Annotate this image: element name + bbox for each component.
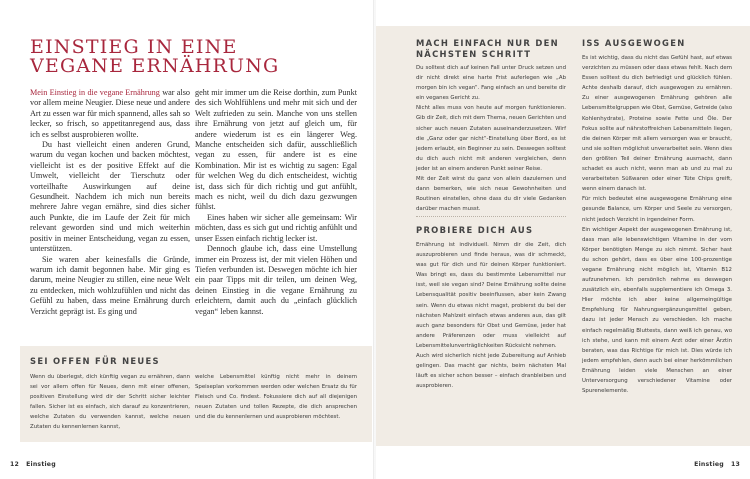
intro-paragraph-5: Eines haben wir sicher alle gemeinsam: Wir möchten, dass es sich gut und richtig anfühlt und unser Essen einfach richtig lecker ist. <box>195 212 357 243</box>
intro-paragraph-1-text: war also vor allem meine Neugier. Diese neue und andere Art zu essen war für mich spannend, alles sah so lecker, so frisch, so appetitanregend aus, dass ich es selbst ausprobieren wollte. <box>30 88 190 139</box>
page-title-line-1: EINSTIEG IN EINE <box>30 36 238 58</box>
balance-column <box>582 53 732 396</box>
step-paragraph-2: Nicht alles muss von heute auf morgen funktionieren. Gib dir Zeit, dich mit dem Thema, neuen Gerichten und sicher auch neuen Zutaten auseinanderzusetzen. Wirf die „Ganz oder gar nicht“-Einstellung über Bord, es ist jedem erlaubt, ein Beginner zu sein. Deswegen solltest du dich auch nicht mit anderen vergleichen, denn jeder ist an einem anderen Punkt seiner Reise. <box>416 105 567 172</box>
step-paragraph-1: Du solltest dich auf keinen Fall unter Druck setzen und dir nicht direkt eine harte Frist auferlegen wie „Ab morgen bin ich vegan“. Fang einfach an und bereite dir ein veganes Gericht zu. <box>416 65 566 102</box>
page-number-right: 13 <box>730 461 740 468</box>
tip-column-2 <box>195 372 357 422</box>
folio-left <box>10 461 56 468</box>
balance-paragraph-3: Ein wichtiger Aspekt der ausgewogenen Ernährung ist, dass man alle lebenswichtigen Vitamine in der vom Körper benötigten Menge zu sich nimmt. Sicher hast du schon gehört, dass es über eine 100-prozentige vegane Ernährung nicht möglich ist, Vitamin B12 aufzunehmen. Ich persönlich nehme es deswegen zusätzlich ein, ebenfalls supplementiere ich Omega 3. Hier möchte ich aber keine allgemeingültige Empfehlung für Nahrungsergänzungsmittel geben, dazu ist jeder Mensch zu verschieden. Ich mache einfach regelmäßig Bluttests, dann weiß ich genau, wo ich stehe, und kann mit einem Arzt oder einer Ärztin beraten, was das Richtige für mich ist. Dies würde ich jedem empfehlen, denn auch bei einer herkömmlichen Ernährung leiden viele Menschen an einer Unterversorgung verschiedener Vitamine oder Spurenelemente. <box>582 226 732 395</box>
try-paragraph-2: Auch wird sicherlich nicht jede Zubereitung auf Anhieb gelingen. Das macht gar nichts, beim nächsten Mal läuft es sicher schon besser – einfach dranbleiben und ausprobieren. <box>416 353 566 390</box>
intro-lead: Mein Einstieg in die vegane Ernährung <box>30 88 160 97</box>
intro-paragraph-6: Dennoch glaube ich, dass eine Umstellung immer ein Prozess ist, der mit vielen Höhen und Tiefen verbunden ist. Deswegen möchte ich hier ein paar Tipps mit dir teilen, um deinen Weg, deinen Einstieg in die vegane Ernährung zu erleichtern, damit auch du „einfach glücklich vegan“ leben kannst. <box>195 244 357 316</box>
page-title-line-2: VEGANE ERNÄHRUNG <box>30 55 280 77</box>
section-divider <box>416 216 566 217</box>
right-page <box>376 0 750 479</box>
tip-column-1 <box>30 372 190 433</box>
step-paragraph-3: Mit der Zeit wirst du ganz von allein dazulernen und dann bemerken, wie sich neue Gewohnheiten und Routinen einstellen, ohne dass du dir viele Gedanken darüber machen musst. <box>416 176 566 213</box>
try-paragraph-1: Ernährung ist individuell. Nimm dir die Zeit, dich auszuprobieren und finde heraus, was dir schmeckt, was gut für dich und für deinen Körper funktioniert. Was bringt es, dass du bestimmte Lebensmittel nur isst, weil sie vegan sind? Deine Ernährung sollte deine Lebensqualität positiv beeinflussen, aber kein Zwang sein. Wenn du etwas nicht magst, probierst du bei der nächsten Mahlzeit einfach etwas anderes aus, das gilt auch ganz besonders für Obst und Gemüse, jeder hat andere Präferenzen oder muss vielleicht auf Lebensmittelunverträglichkeiten Rücksicht nehmen. <box>416 242 566 349</box>
intro-paragraph-4: geht mir immer um die Reise dorthin, zum Punkt des sich Wohlfühlens und mehr mit sich und der Welt zufrieden zu sein. Manche von uns stellen ihre Ernährung von jetzt auf gleich um, für andere wiederum ist es ein längerer Weg. Manche entscheiden sich dafür, ausschließlich vegan zu essen, für andere ist es eine Kombination. Mir ist es wichtig zu sagen: Egal für welchen Weg du dich entscheidest, wichtig ist, dass sich für dich richtig und gut anfühlt, mach es nicht, weil du dich dazu gezwungen fühlst. <box>195 88 357 212</box>
step-heading: MACH EINFACH NUR DEN NÄCHSTEN SCHRITT <box>416 38 559 59</box>
step-column <box>416 63 566 214</box>
tip-heading-open: SEI OFFEN FÜR NEUES <box>30 356 160 366</box>
running-head-right: Einstieg <box>694 461 724 468</box>
folio-right <box>694 461 740 468</box>
intro-column-1 <box>30 88 190 317</box>
running-head-left: Einstieg <box>26 461 56 468</box>
balance-paragraph-1: Es ist wichtig, dass du nicht das Gefühl hast, auf etwas verzichten zu müssen oder dass etwas fehlt. Nach dem Essen solltest du dich befriedigt und glücklich fühlen. Achte deshalb darauf, dich ausgewogen zu ernähren. Zu einer ausgewogenen Ernährung gehören alle Lebensmittelgruppen wie Obst, Gemüse, Getreide (also Kohlenhydrate), Proteine sowie Fette und Öle. Der Fokus sollte auf nährstoffreichen Lebensmitteln liegen, die deinen Körper mit allem versorgen was er braucht, und sie sollten möglichst unverarbeitet sein. Wenn dies den größten Teil deiner Ernährung ausmacht, dann schadet es auch nicht, wenn man ab und zu mal zu verarbeiteten Süßwaren oder einer Tüte Chips greift, wenn einem danach ist. <box>582 55 732 193</box>
try-heading: PROBIERE DICH AUS <box>416 225 534 235</box>
tip-text-2: welche Lebensmittel künftig nicht mehr in deinem Speiseplan vorkommen werden oder welchen Ersatz du für Fleisch und Co. findest. Fokussiere dich auf all diejenigen neuen Zutaten und tollen Rezepte, die dich ansprechen und die du kennenlernen und ausprobieren möchtest. <box>195 374 357 421</box>
balance-heading: ISS AUSGEWOGEN <box>582 38 686 48</box>
intro-column-2 <box>195 88 357 317</box>
try-column <box>416 240 566 391</box>
left-page <box>0 0 374 479</box>
intro-paragraph-3: Sie waren aber keinesfalls die Gründe, warum ich damit begonnen habe. Mir ging es darum, meine Neugier zu stillen, eine neue Welt zu entdecken, mich wohlzufühlen und nicht das Gefühl zu haben, dass meine Ernährung durch Verzicht geprägt ist. Es ging und <box>30 254 190 316</box>
page-title <box>30 36 280 77</box>
tip-text-1: Wenn du überlegst, dich künftig vegan zu ernähren, dann sei vor allem offen für Neues, denn mit einer offenen, positiven Einstellung wird dir der Schritt sicher leichter fallen. Sicher ist es einfach, sich darauf zu konzentrieren, welche Zutaten du verwenden kannst, welche neuen Zutaten du kennenlernen kannst, <box>30 374 190 431</box>
page-number-left: 12 <box>10 461 20 468</box>
intro-paragraph-1 <box>30 88 190 140</box>
balance-paragraph-2: Für mich bedeutet eine ausgewogene Ernährung eine gesunde Balance, um Körper und Seele zu versorgen, nicht jedoch Verzicht in irgendeiner Form. <box>582 196 732 223</box>
intro-paragraph-2: Du hast vielleicht einen anderen Grund, warum du vegan kochen und backen möchtest, vielleicht ist es der positive Effekt auf die Umwelt, vielleicht der Tierschutz oder vorteilhafte Auswirkungen auf deine Gesundheit. Nachdem ich mich nun bereits mehrere Jahre vegan ernähre, sind dies sicher auch Punkte, die im Laufe der Zeit für mich relevant geworden sind und mich weiterhin positiv in meiner Entscheidung, vegan zu essen, unterstützen. <box>30 140 190 254</box>
